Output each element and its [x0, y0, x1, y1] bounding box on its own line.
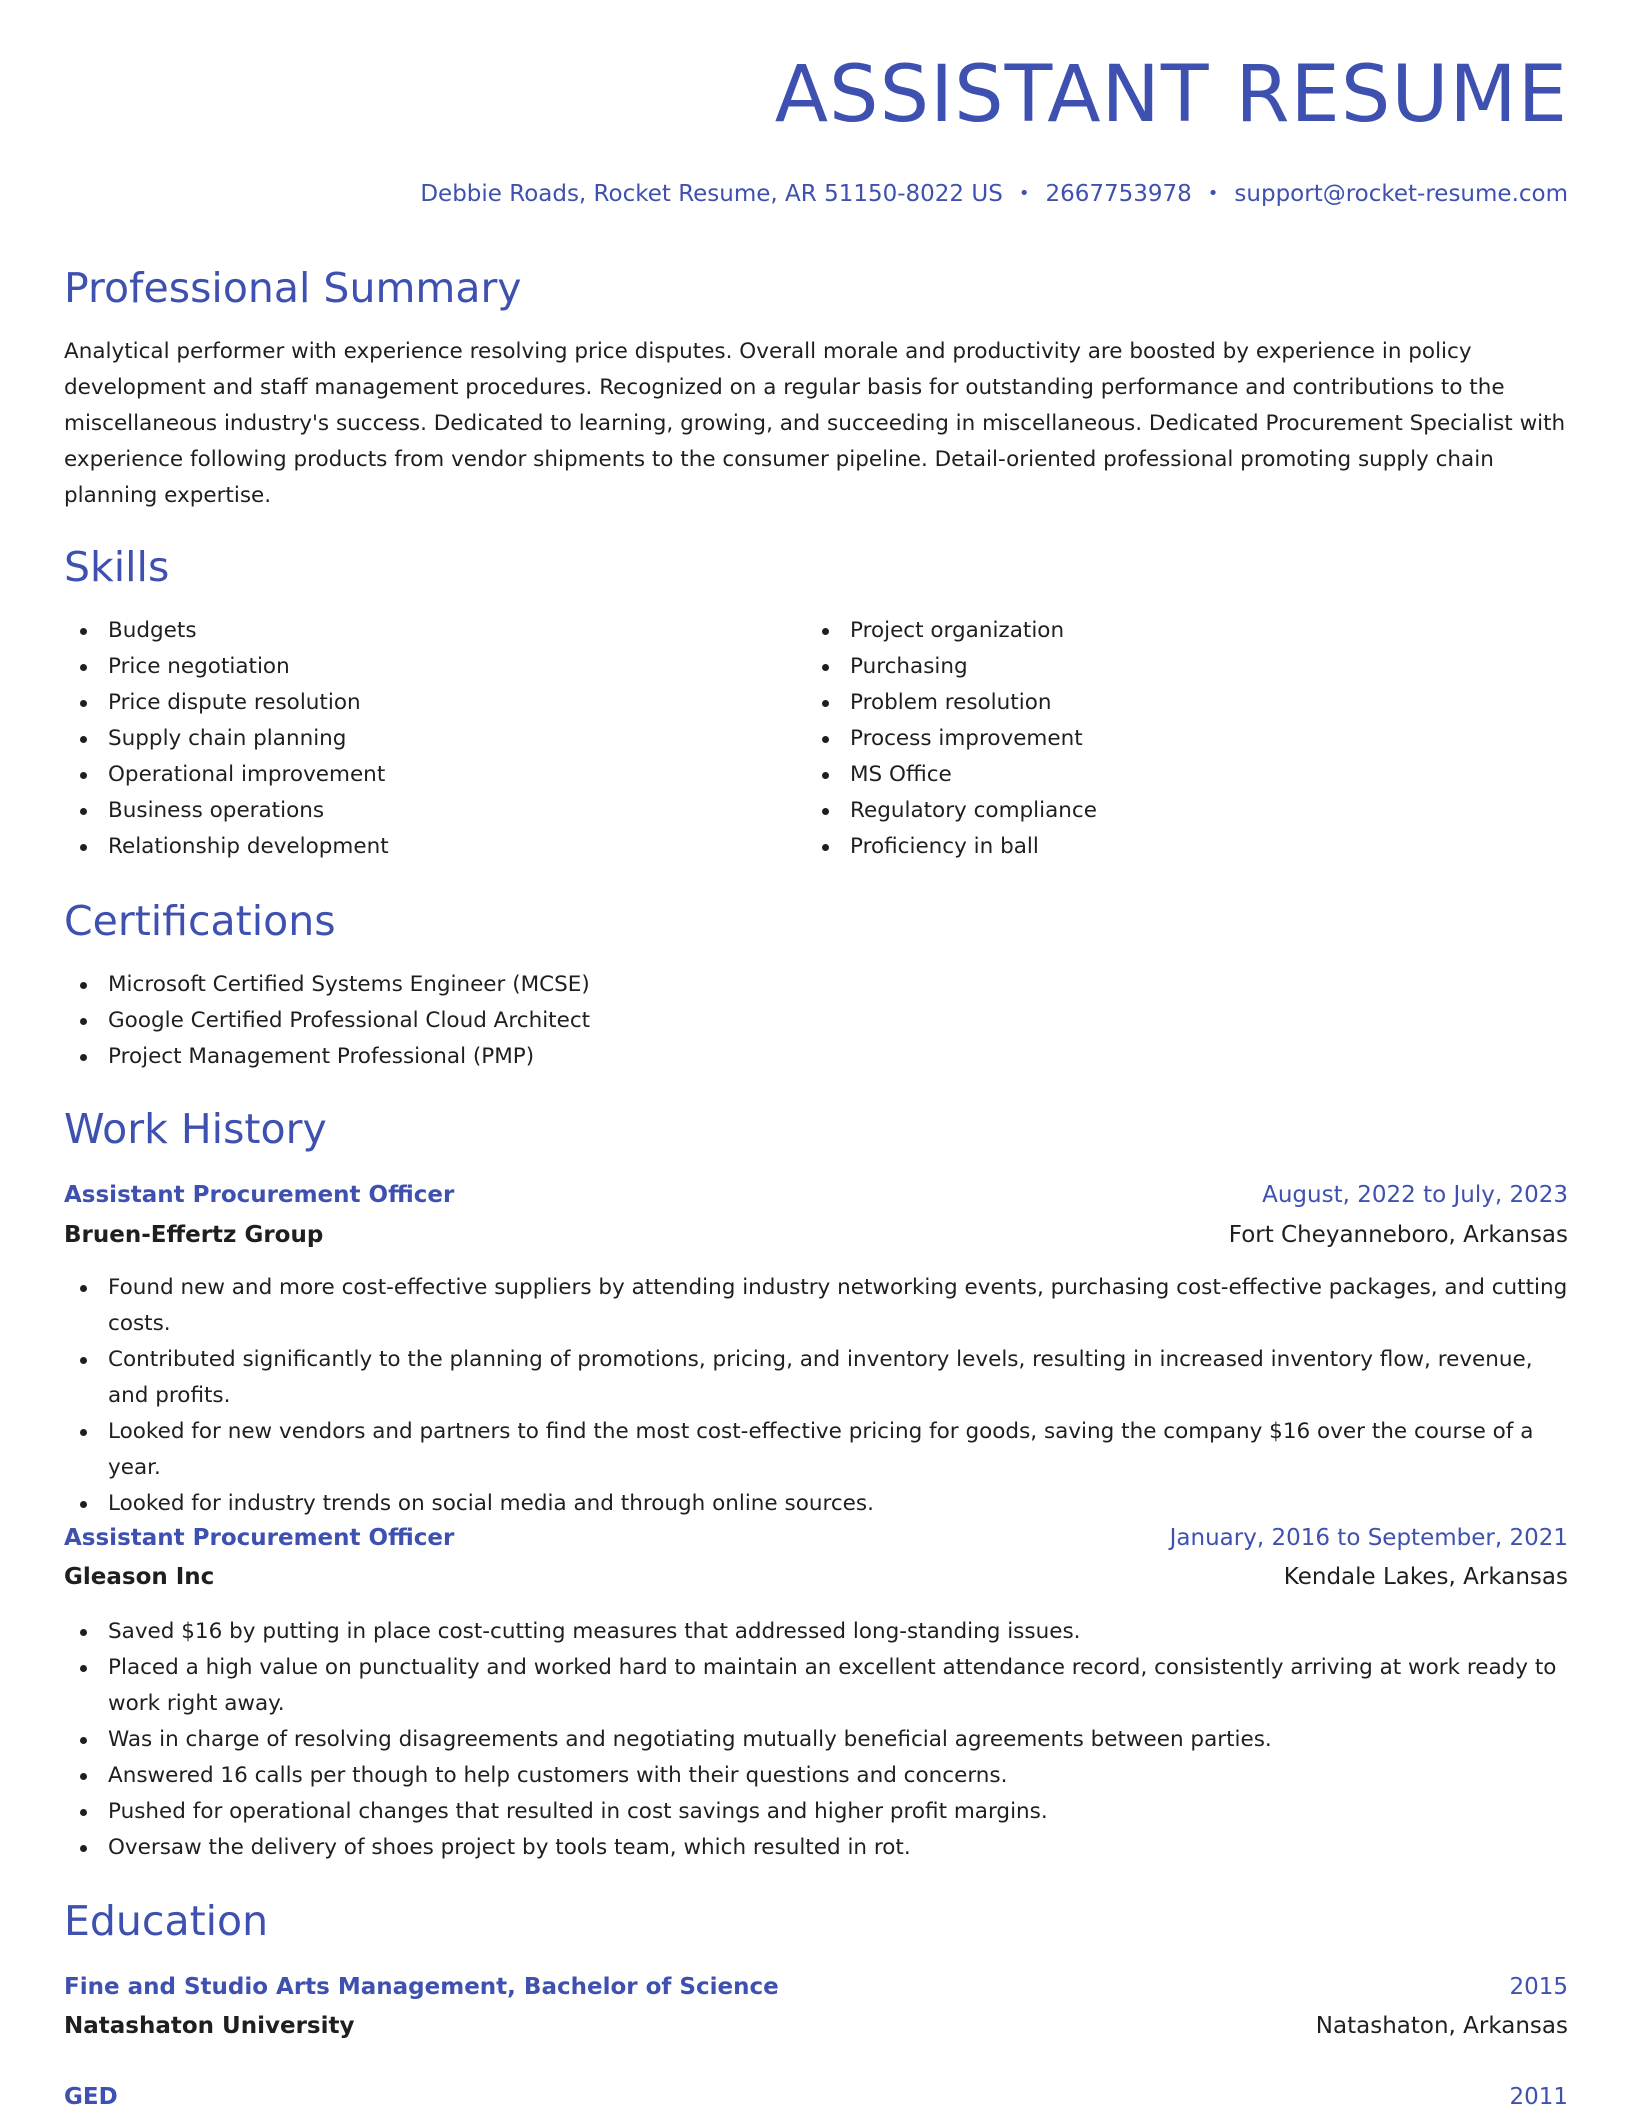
job-bullet: Answered 16 calls per though to help customers with their questions and concerns.: [64, 1758, 1574, 1794]
job-role: Assistant Procurement Officer: [64, 1182, 455, 1208]
job-bullet: Oversaw the delivery of shoes project by tools team, which resulted in rot.: [64, 1830, 1574, 1866]
job-bullet: Found new and more cost-effective suppliers by attending industry networking events, purchasing cost-effective packages, and cutting costs.: [64, 1270, 1574, 1342]
job-role: Assistant Procurement Officer: [64, 1525, 455, 1551]
resume-title: ASSISTANT RESUME: [774, 50, 1568, 140]
job-bullet: Was in charge of resolving disagreements and negotiating mutually beneficial agreements between parties.: [64, 1722, 1574, 1758]
contact-email[interactable]: support@rocket-resume.com: [1234, 181, 1568, 207]
skills-list-left: [64, 613, 764, 865]
skill-item: Business operations: [64, 793, 764, 829]
job-dates: August, 2022 to July, 2023: [1262, 1182, 1568, 1208]
section-heading-certifications: Certifications: [64, 897, 336, 945]
contact-address: Debbie Roads, Rocket Resume, AR 51150-8022 US: [420, 181, 1003, 207]
skill-item: Project organization: [806, 613, 1506, 649]
job-bullets: [64, 1614, 1574, 1866]
job-subheader: [64, 1562, 1568, 1592]
certifications-list: [64, 967, 1564, 1075]
education-school: Natashaton University: [64, 2013, 355, 2039]
skill-item: Operational improvement: [64, 757, 764, 793]
job-company: Bruen-Effertz Group: [64, 1222, 324, 1248]
job-bullet: Placed a high value on punctuality and worked hard to maintain an excellent attendance record, consistently arriving at work ready to work right away.: [64, 1650, 1574, 1722]
job-header: [64, 1523, 1568, 1553]
skill-item: Budgets: [64, 613, 764, 649]
job-bullet: Contributed significantly to the planning of promotions, pricing, and inventory levels, resulting in increased inventory flow, revenue, and profits.: [64, 1342, 1574, 1414]
section-heading-education: Education: [64, 1897, 269, 1945]
contact-separator: •: [1018, 183, 1030, 204]
summary-text: Analytical performer with experience resolving price disputes. Overall morale and productivity are boosted by experience in policy development and staff management procedures. Recognized on a regular basis for outstanding performance and contributions to the miscellaneous industry's success. Dedicated to learning, growing, and succeeding in miscellaneous. Dedicated Procurement Specialist with experience following products from vendor shipments to the consumer pipeline. Detail-oriented professional promoting supply chain planning expertise.: [64, 339, 1566, 508]
job-location: Fort Cheyanneboro, Arkansas: [1228, 1222, 1568, 1248]
job-location: Kendale Lakes, Arkansas: [1283, 1564, 1568, 1590]
contact-line: [420, 181, 1568, 207]
job-bullet: Saved $16 by putting in place cost-cutting measures that addressed long-standing issues.: [64, 1614, 1574, 1650]
skill-item: Proficiency in ball: [806, 829, 1506, 865]
section-heading-skills: Skills: [64, 543, 170, 591]
section-heading-work-history: Work History: [64, 1105, 327, 1153]
job-bullets: [64, 1270, 1574, 1522]
skill-item: Regulatory compliance: [806, 793, 1506, 829]
skills-list-right: [806, 613, 1506, 865]
skill-item: Price negotiation: [64, 649, 764, 685]
skill-item: Process improvement: [806, 721, 1506, 757]
job-bullet: Looked for industry trends on social media and through online sources.: [64, 1486, 1574, 1522]
job-bullet: Looked for new vendors and partners to find the most cost-effective pricing for goods, saving the company $16 over the course of a year.: [64, 1414, 1574, 1486]
education-year: 2015: [1509, 1974, 1568, 2000]
skill-item: Price dispute resolution: [64, 685, 764, 721]
education-subheader: [64, 2011, 1568, 2041]
certification-item: Project Management Professional (PMP): [64, 1039, 1564, 1075]
job-company: Gleason Inc: [64, 1564, 215, 1590]
skill-item: Purchasing: [806, 649, 1506, 685]
contact-separator: •: [1207, 183, 1219, 204]
certification-item: Microsoft Certified Systems Engineer (MCSE): [64, 967, 1564, 1003]
job-header: [64, 1180, 1568, 1210]
skill-item: MS Office: [806, 757, 1506, 793]
education-header: [64, 1972, 1568, 2002]
contact-phone[interactable]: 2667753978: [1045, 181, 1192, 207]
education-location: Natashaton, Arkansas: [1315, 2013, 1568, 2039]
job-dates: January, 2016 to September, 2021: [1169, 1525, 1568, 1551]
certification-item: Google Certified Professional Cloud Architect: [64, 1003, 1564, 1039]
section-heading-summary: Professional Summary: [64, 264, 522, 312]
skill-item: Supply chain planning: [64, 721, 764, 757]
job-bullet: Pushed for operational changes that resulted in cost savings and higher profit margins.: [64, 1794, 1574, 1830]
education-degree: Fine and Studio Arts Management, Bachelor of Science: [64, 1974, 779, 2000]
education-year: 2011: [1509, 2084, 1568, 2110]
education-header: [64, 2082, 1568, 2112]
job-subheader: [64, 1220, 1568, 1250]
skill-item: Problem resolution: [806, 685, 1506, 721]
education-degree: GED: [64, 2084, 118, 2110]
skill-item: Relationship development: [64, 829, 764, 865]
